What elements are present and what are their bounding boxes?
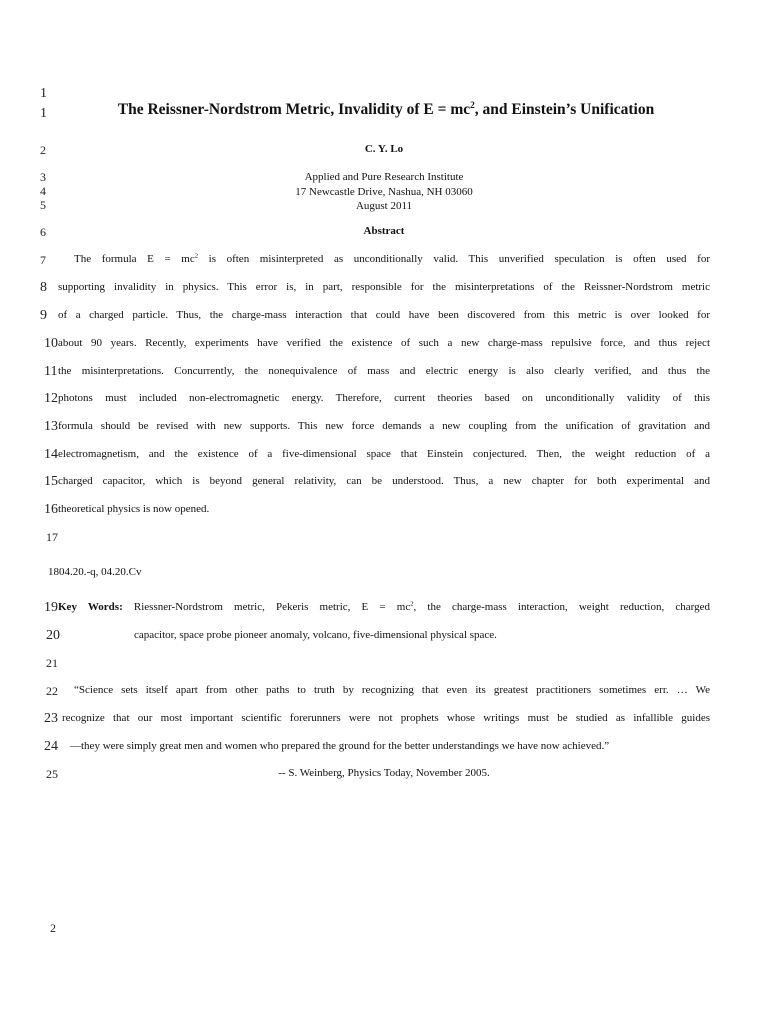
- line-number: 10: [44, 336, 58, 351]
- title-text: The Reissner-Nordstrom Metric, Invalidity of E = mc: [117, 101, 471, 118]
- abstract-line: formula should be revised with new supports. This new force demands a new coupling from the unification of gravitation and: [58, 420, 710, 432]
- line-number: 18: [48, 566, 59, 578]
- line-number: 4: [40, 184, 46, 198]
- abstract-line: charged capacitor, which is beyond general relativity, can be understood. Thus, a new chapter for both experimental and: [58, 475, 710, 487]
- line-number: 6: [40, 225, 46, 239]
- abstract-line: of a charged particle. Thus, the charge-mass interaction that could have been discovered from this metric is over looked for: [58, 309, 710, 321]
- line-number: 24: [44, 739, 58, 754]
- line-number: 11: [44, 364, 58, 379]
- title-superscript: 2: [470, 100, 475, 111]
- line-number: 1: [40, 106, 47, 121]
- keywords-line: capacitor, space probe pioneer anomaly, volcano, five-dimensional physical space.: [134, 629, 497, 641]
- line-number: 1: [40, 86, 47, 101]
- line-number: 5: [40, 198, 46, 212]
- line-number: 3: [40, 170, 46, 184]
- keywords-text: Riessner-Nordstrom metric, Pekeris metric, E = mc: [122, 601, 411, 613]
- title-text-end: , and Einstein’s Unification: [474, 101, 655, 118]
- line-number: 21: [46, 656, 58, 670]
- quote-line: “Science sets itself apart from other paths to truth by recognizing that even its greatest practitioners sometimes err. … We: [74, 684, 710, 696]
- keywords-text: , the charge-mass interaction, weight reduction, charged: [413, 601, 711, 613]
- abstract-text: is often misinterpreted as unconditionally valid. This unverified speculation is often used for: [198, 253, 710, 265]
- pacs-codes: [48, 566, 142, 578]
- line-number: 9: [40, 308, 47, 323]
- abstract-line: photons must included non-electromagnetic energy. Therefore, current theories based on unconditionally validity of this: [58, 392, 710, 404]
- line-number: 22: [46, 684, 58, 698]
- keywords-superscript: 2: [410, 600, 414, 608]
- abstract-line: theoretical physics is now opened.: [58, 503, 210, 515]
- affiliation-institute: Applied and Pure Research Institute: [304, 171, 464, 183]
- author-name: C. Y. Lo: [364, 143, 404, 155]
- line-number: 16: [44, 502, 58, 517]
- paper-title: [76, 101, 696, 119]
- line-number: 7: [40, 253, 46, 267]
- page-number: 2: [50, 921, 56, 935]
- line-number: 17: [46, 530, 58, 544]
- affiliation-block: [76, 170, 692, 214]
- abstract-heading: Abstract: [363, 225, 405, 237]
- line-number: 23: [44, 711, 58, 726]
- abstract-line: electromagnetism, and the existence of a five-dimensional space that Einstein conjectured. Then, the weight reduction of a: [58, 448, 710, 460]
- line-number: 12: [44, 391, 58, 406]
- abstract-line: [58, 253, 710, 265]
- abstract-line: about 90 years. Recently, experiments have verified the existence of such a new charge-mass repulsive force, and thus reject: [58, 337, 710, 349]
- line-number: 8: [40, 280, 47, 295]
- line-number: 20: [46, 628, 60, 643]
- abstract-text: The formula E = mc: [74, 253, 195, 265]
- affiliation-address: 17 Newcastle Drive, Nashua, NH 03060: [295, 185, 473, 198]
- abstract-line: supporting invalidity in physics. This error is, in part, responsible for the misinterpretations of the Reissner-Nordstrom metric: [58, 281, 710, 293]
- keywords-label: Key Words:: [58, 601, 123, 613]
- line-number: 25: [46, 767, 58, 781]
- pacs-text: 04.20.-q, 04.20.Cv: [59, 566, 142, 578]
- line-number: 14: [44, 447, 58, 462]
- quote-line: recognize that our most important scientific forerunners were not prophets whose writings must be studied as infallible guides: [62, 712, 710, 724]
- line-number: 19: [44, 600, 58, 615]
- quote-line: —they were simply great men and women who prepared the ground for the better understandings we have now achieved.”: [70, 740, 610, 752]
- abstract-line: the misinterpretations. Concurrently, the nonequivalence of mass and electric energy is also clearly verified, and thus the: [58, 365, 710, 377]
- quote-attribution: -- S. Weinberg, Physics Today, November 2005.: [278, 767, 490, 779]
- line-number: 2: [40, 143, 46, 157]
- line-number: 13: [44, 419, 58, 434]
- line-number: 15: [44, 474, 58, 489]
- affiliation-date: August 2011: [355, 200, 413, 212]
- abstract-superscript: 2: [194, 252, 199, 260]
- keywords-line: [58, 601, 710, 613]
